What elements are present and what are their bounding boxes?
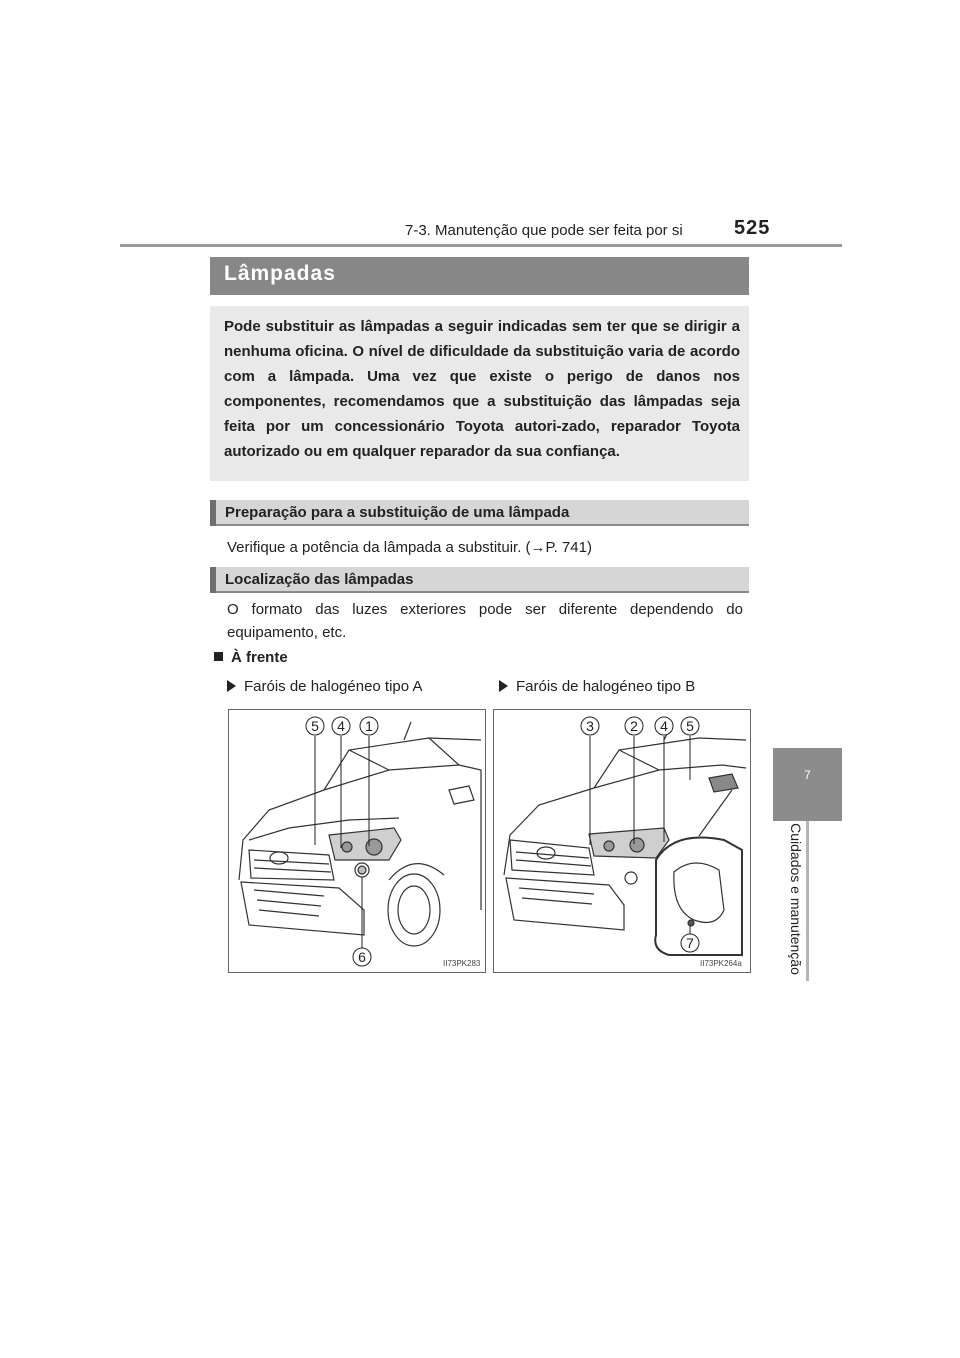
callout-4: 4 [660,718,668,734]
chapter-tab-rule [806,821,809,981]
variant-b-label [499,678,695,695]
truck-front-illustration-a [229,710,485,972]
variant-b-label-text: Faróis de halogéneo tipo B [516,678,696,695]
front-heading-text: À frente [231,649,288,666]
callout-7: 7 [686,935,694,951]
front-heading [214,649,288,666]
intro-box [210,306,749,481]
callout-1: 1 [365,718,373,734]
callout-3: 3 [586,718,594,734]
triangle-bullet-icon [499,680,508,692]
callout-5: 5 [311,718,319,734]
chapter-title: Cuidados e manutenção [788,823,804,975]
page-number: 525 [734,217,771,239]
callout-6: 6 [358,949,366,965]
subheading-location [210,567,749,593]
truck-front-illustration-b [494,710,750,972]
subheading-location-text: Localização das lâmpadas [225,571,414,588]
variant-a-label [227,678,422,695]
header-title: 7-3. Manutenção que pode ser feita por si [405,222,683,239]
figure-code-a: II73PK283 [443,959,481,968]
chapter-tab[interactable] [773,748,842,821]
section-title-bar [210,257,749,295]
header-rule [120,244,842,247]
callout-5: 5 [686,718,694,734]
section-title: Lâmpadas [224,262,336,285]
variant-a-label-text: Faróis de halogéneo tipo A [244,678,423,695]
figure-code-b: II73PK264a [700,959,742,968]
subheading-preparation-text: Preparação para a substituição de uma lâmpada [225,504,570,521]
callout-4: 4 [337,718,345,734]
location-text: O formato das luzes exteriores pode ser diferente dependendo do equipamento, etc. [227,601,743,641]
chapter-title-vertical [786,818,806,980]
triangle-bullet-icon [227,680,236,692]
subheading-preparation [210,500,749,526]
intro-text: Pode substituir as lâmpadas a seguir indicadas sem ter que se dirigir a nenhuma oficina. O nível de dificuldade da substituição varia de acordo com a lâmpada. Uma vez que existe o perigo de danos nos componentes, recomendamos que a substituição das lâmpadas seja feita por um concessionário Toyota autori-zado, reparador Toyota autorizado ou em qualquer reparador da sua confiança. [224,318,740,460]
square-bullet-icon [214,652,223,661]
figure-halogen-type-a [228,709,486,973]
chapter-number: 7 [804,768,811,782]
preparation-text: Verifique a potência da lâmpada a substituir. (→P. 741) [227,539,592,556]
figure-halogen-type-b [493,709,751,973]
callout-2: 2 [630,718,638,734]
